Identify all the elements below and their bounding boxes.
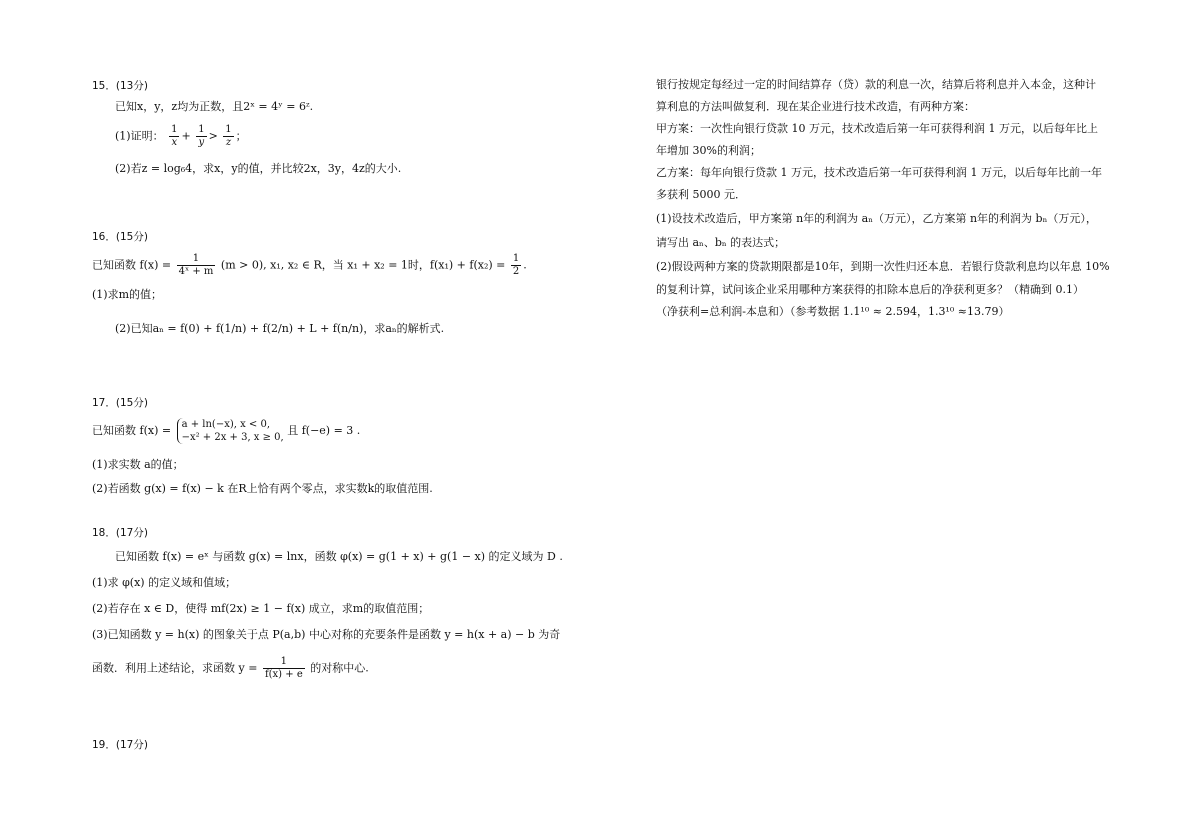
- right-line-6: 多获利 5000 元．: [656, 188, 746, 201]
- q17-header: 17．(15分): [92, 397, 148, 409]
- piece-2: −x² + 2x + 3, x ≥ 0,: [181, 432, 284, 443]
- right-line-1: 银行按规定每经过一定的时间结算存（贷）款的利息一次，结算后将利息并入本金，这种计: [656, 78, 1096, 91]
- frac-num: 1: [171, 124, 178, 135]
- frac-den: y: [198, 137, 205, 148]
- q16-line1-mid: (m > 0), x₁, x₂ ∈ R，当 x₁ + x₂ = 1时，f(x₁) + f(x₂) =: [220, 258, 506, 272]
- q18-line5: [92, 656, 369, 681]
- q15-frac-x: [169, 124, 179, 149]
- right-line-8: 请写出 aₙ、bₙ 的表达式；: [656, 236, 786, 249]
- q16-frac: [177, 253, 216, 278]
- frac-den: f(x) + e: [264, 669, 303, 680]
- q17-line3: (2)若函数 g(x) = f(x) − k 在R上恰有两个零点，求实数k的取值范围.: [92, 482, 433, 495]
- q18-line4: (3)已知函数 y = h(x) 的图象关于点 P(a,b) 中心对称的充要条件是函数 y = h(x + a) − b 为奇: [92, 628, 561, 641]
- q16-half: [511, 253, 521, 278]
- q18-line5-prefix: 函数．利用上述结论，求函数 y =: [92, 661, 258, 675]
- q18-header: 18．(17分): [92, 527, 148, 539]
- right-line-11: （净获利=总利润-本息和）（参考数据 1.1¹⁰ ≈ 2.594，1.3¹⁰ ≈13.79）: [656, 305, 1010, 318]
- frac-num: 1: [198, 124, 205, 135]
- q15-line1: 已知x，y，z均为正数，且2ˣ = 4ʸ = 6ᶻ.: [115, 100, 314, 113]
- right-line-9: (2)假设两种方案的贷款期限都是10年，到期一次性归还本息．若银行贷款利息均以年息 10%: [656, 260, 1110, 273]
- q15-frac-y: [196, 124, 206, 149]
- q16-line1-prefix: 已知函数 f(x) =: [92, 258, 172, 272]
- q18-frac: [263, 656, 305, 681]
- right-line-10: 的复利计算，试问该企业采用哪种方案获得的扣除本息后的净获利更多？（精确到 0.1）: [656, 283, 1084, 296]
- q19-header: 19．(17分): [92, 739, 148, 751]
- q17-line2: (1)求实数 a的值；: [92, 458, 184, 471]
- frac-den: 2: [512, 266, 520, 277]
- right-line-7: (1)设技术改造后，甲方案第 n年的利润为 aₙ（万元），乙方案第 n年的利润为 bₙ（万元），: [656, 212, 1097, 225]
- frac-den: x: [171, 137, 178, 148]
- q18-line3: (2)若存在 x ∈ D，使得 mf(2x) ≥ 1 − f(x) 成立，求m的取值范围；: [92, 602, 430, 615]
- q15-line2-prefix: (1)证明：: [115, 129, 164, 143]
- right-line-3: 甲方案：一次性向银行贷款 10 万元，技术改造后第一年可获得利润 1 万元，以后每年比上: [656, 122, 1098, 135]
- q18-line5-suffix: 的对称中心.: [310, 661, 369, 675]
- q15-line2: (1)证明： $\frac{1}{x}$ + $\frac{1}{y}$ > $\frac{1}{z}$ ；: [115, 124, 247, 148]
- q17-line1-suffix: 且 f(−e) = 3 .: [287, 424, 361, 437]
- q17-line1-prefix: 已知函数 f(x) =: [92, 424, 172, 437]
- frac-num: 1: [263, 656, 305, 669]
- q16-header: 16．(15分): [92, 231, 148, 243]
- q17-line1: [92, 418, 360, 444]
- right-line-4: 年增加 30%的利润；: [656, 144, 761, 157]
- q15-header: 15．(13分): [92, 80, 148, 92]
- q18-line2: (1)求 φ(x) 的定义域和值域；: [92, 576, 237, 589]
- frac-den: z: [225, 137, 232, 148]
- q16-line1: 已知函数 f(x) = $\frac{1}{\text{4ˣ + m}}$ (m > 0), x₁, x₂ ∈ R，当 x₁ + x₂ = 1时，f(x₁) + f(x₂) = $\frac{1}{2}$ .: [92, 253, 527, 277]
- q15-line3: (2)若z = log₆4，求x，y的值，并比较2x，3y，4z的大小.: [115, 162, 402, 175]
- right-line-5: 乙方案：每年向银行贷款 1 万元，技术改造后第一年可获得利润 1 万元，以后每年比前一年: [656, 166, 1102, 179]
- frac-num: 1: [225, 124, 232, 135]
- q15-frac-z: [223, 124, 233, 149]
- piece-1: a + ln(−x), x < 0,: [181, 419, 271, 430]
- q18-line1: 已知函数 f(x) = eˣ 与函数 g(x) = lnx，函数 φ(x) = g(1 + x) + g(1 − x) 的定义域为 D .: [115, 550, 563, 563]
- q16-line2: (1)求m的值；: [92, 288, 163, 301]
- frac-num: 1: [177, 253, 216, 266]
- right-line-2: 算利息的方法叫做复利．现在某企业进行技术改造，有两种方案：: [656, 100, 975, 113]
- q16-line3: (2)已知aₙ = f(0) + f(1/n) + f(2/n) + L + f(n/n)，求aₙ的解析式.: [115, 322, 445, 335]
- frac-num: 1: [512, 253, 520, 264]
- frac-den: 4ˣ + m: [178, 266, 214, 277]
- piecewise-brace: [177, 418, 284, 444]
